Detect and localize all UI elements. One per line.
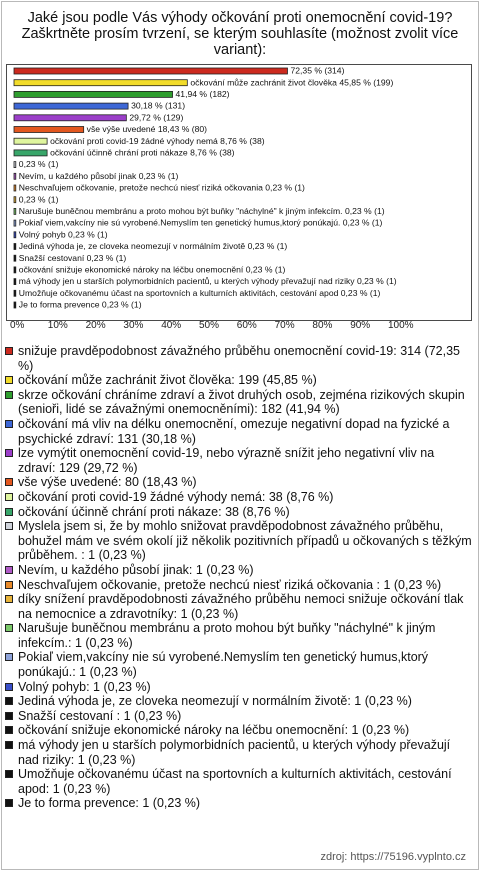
legend-item: [5, 621, 473, 650]
x-tick-label: 50%: [199, 320, 220, 331]
legend-label: očkování účinně chrání proti nákaze: 38 (8,76 %): [18, 504, 290, 519]
legend-swatch: [5, 478, 13, 486]
legend-label: díky snížení pravděpodobnosti závažného průběhu nemoci snižuje očkování tlak na nemocnice a zdravotníky: 1 (0,23 %): [18, 592, 464, 621]
bar: [14, 115, 126, 121]
x-tick-label: 100%: [388, 320, 414, 331]
legend-swatch: [5, 376, 13, 384]
legend-item: [5, 446, 473, 475]
legend-item: [5, 709, 473, 724]
legend-swatch: [5, 581, 13, 589]
legend-swatch: [5, 420, 13, 428]
legend-item: [5, 344, 473, 373]
bar-label: Umožňuje očkovanému účast na sportovních a kulturních aktivitách, cestování apod 0,23 % (1): [18, 287, 381, 298]
legend-item: [5, 578, 473, 593]
bar: [14, 185, 16, 191]
legend-swatch: [5, 391, 13, 399]
legend-item: [5, 490, 473, 505]
legend-label: skrze očkování chráníme zdraví a život druhých osob, zejména rizikových skupin (senioři, lidé se závažnými onemocněními): 182 (41,94 %): [18, 387, 465, 417]
legend-swatch: [5, 712, 13, 720]
x-tick-label: 90%: [350, 320, 371, 331]
x-tick-label: 70%: [274, 320, 295, 331]
legend-swatch: [5, 683, 13, 691]
bar: [14, 302, 16, 308]
legend-label: očkování proti covid-19 žádné výhody nemá: 38 (8,76 %): [18, 489, 334, 504]
bar: [14, 138, 47, 144]
bar-label: Je to forma prevence 0,23 % (1): [18, 299, 142, 310]
bar: [14, 91, 173, 97]
bar: [14, 103, 128, 109]
legend-swatch: [5, 741, 13, 749]
bar-label: Nevím, u každého působí jinak 0,23 % (1): [18, 170, 179, 181]
bar-label: 72,35 % (314): [290, 65, 345, 76]
legend-label: Umožňuje očkovanému účast na sportovních a kulturních aktivitách, cestování apod: 1 (0,23 %): [18, 767, 452, 796]
legend-label: Nevím, u každého působí jinak: 1 (0,23 %): [18, 562, 254, 577]
legend-swatch: [5, 624, 13, 632]
legend-item: [5, 417, 473, 446]
bar-label: vše výše uvedené 18,43 % (80): [86, 124, 208, 135]
legend-label: snižuje pravděpodobnost závažného průběhu onemocnění covid-19: 314 (72,35 %): [18, 344, 460, 373]
legend-label: Neschvaľujem očkovanie, pretože nechcú niesť riziká očkovania : 1 (0,23 %): [18, 577, 442, 592]
legend-label: Volný pohyb: 1 (0,23 %): [18, 679, 151, 694]
bar: [14, 197, 16, 203]
x-tick-label: 60%: [236, 320, 257, 331]
bar-label: 30,18 % (131): [131, 100, 186, 111]
x-tick-label: 40%: [161, 320, 182, 331]
legend-label: Snažší cestovaní : 1 (0,23 %): [18, 708, 182, 723]
bar: [14, 255, 16, 261]
legend-label: Myslela jsem si, že by mohlo snižovat pravděpodobnost závažného průběhu, bohužel mám ve svém okolí již několik pozitivních případů u očkovaných s těžkým průběhem. : 1 (0,23 %): [18, 519, 472, 563]
legend-swatch: [5, 522, 13, 530]
bar-label: Narušuje buněčnou membránu a proto mohou být buňky "náchylné" k jiným infekcím. 0,23 % (1): [18, 206, 385, 216]
legend-item: [5, 505, 473, 520]
legend-label: vše výše uvedené: 80 (18,43 %): [18, 475, 197, 490]
bar: [14, 232, 16, 238]
bar-label: 29,72 % (129): [129, 112, 184, 123]
legend-label: má výhody jen u starších polymorbidních pacientů, u kterých výhody převažují nad riziky: 1 (0,23 %): [18, 738, 451, 767]
legend-item: [5, 796, 473, 811]
bar-label: očkování snižuje ekonomické nároky na léčbu onemocnění 0,23 % (1): [18, 264, 286, 275]
bar: [14, 208, 16, 214]
bar-chart: [0, 0, 480, 340]
legend-label: Je to forma prevence: 1 (0,23 %): [18, 796, 201, 811]
legend-item: [5, 475, 473, 490]
legend-item: [5, 738, 473, 767]
legend-swatch: [5, 347, 13, 355]
bar-label: 41,94 % (182): [175, 89, 230, 99]
legend-item: [5, 563, 473, 578]
legend-label: očkování snižuje ekonomické nároky na léčbu onemocnění: 1 (0,23 %): [18, 723, 410, 738]
source-note: zdroj: https://75196.vyplnto.cz: [320, 851, 466, 863]
legend-swatch: [5, 697, 13, 705]
legend-item: [5, 723, 473, 738]
bar: [14, 68, 287, 74]
x-tick-label: 0%: [10, 320, 25, 331]
x-tick-label: 80%: [312, 320, 333, 331]
bar-label: Jediná výhoda je, ze cloveka neomezují v normálním životě 0,23 % (1): [18, 241, 288, 252]
legend-swatch: [5, 493, 13, 501]
legend-swatch: [5, 508, 13, 516]
legend-label: lze vymýtit onemocnění covid-19, nebo výrazně snížit jeho negativní vliv na zdraví: 129 (29,72 %): [18, 446, 435, 475]
bar: [14, 150, 47, 156]
bar: [14, 267, 16, 273]
bar-label: Volný pohyb 0,23 % (1): [18, 229, 108, 240]
legend-swatch: [5, 449, 13, 457]
legend-item: [5, 694, 473, 709]
legend: [5, 344, 473, 811]
x-tick-label: 10%: [47, 320, 68, 331]
legend-swatch: [5, 566, 13, 574]
bar-label: má výhody jen u starších polymorbidních pacientů, u kterých výhody převažují nad riziky 0,23 % (1): [18, 276, 397, 287]
title-line: Zaškrtněte prosím tvrzení, se kterým souhlasíte (možnost zvolit více: [21, 26, 459, 42]
x-tick-label: 30%: [123, 320, 144, 331]
legend-label: Narušuje buněčnou membránu a proto mohou být buňky "náchylné" k jiným infekcím.: 1 (0,23 %): [18, 621, 436, 650]
legend-label: Pokiaľ viem,vakcíny nie sú vyrobené.Nemyslím ten genetický humus,ktorý ponúkajú.: 1 (0,23 %): [18, 650, 429, 680]
legend-item: [5, 373, 473, 388]
bar-label: Snažší cestovaní 0,23 % (1): [18, 252, 127, 263]
bar-label: očkování může zachránit život člověka 45,85 % (199): [190, 77, 394, 88]
bar: [14, 220, 16, 226]
bar-label: 0,23 % (1): [18, 194, 59, 205]
bar: [14, 127, 84, 133]
bar: [14, 279, 16, 285]
legend-swatch: [5, 653, 13, 661]
bar: [14, 80, 187, 86]
bar: [14, 290, 16, 296]
title-line: variant):: [213, 42, 267, 58]
legend-item: [5, 680, 473, 695]
bar-label: očkování proti covid-19 žádné výhody nemá 8,76 % (38): [50, 135, 265, 146]
legend-item: [5, 650, 473, 679]
legend-swatch: [5, 595, 13, 603]
legend-label: očkování může zachránit život člověka: 199 (45,85 %): [18, 373, 317, 388]
bar: [14, 162, 16, 168]
legend-item: [5, 592, 473, 621]
legend-swatch: [5, 770, 13, 778]
legend-item: [5, 519, 473, 563]
legend-item: [5, 767, 473, 796]
bar: [14, 244, 16, 250]
bar-label: očkování účinně chrání proti nákaze 8,76 % (38): [50, 147, 235, 158]
bar-label: 0,23 % (1): [18, 159, 59, 170]
legend-swatch: [5, 726, 13, 734]
legend-swatch: [5, 799, 13, 807]
legend-label: očkování má vliv na délku onemocnění, omezuje negativní dopad na fyzické a psychické zdraví: 131 (30,18 %): [18, 416, 450, 446]
bar-label: Pokiaľ viem,vakcíny nie sú vyrobené.Nemyslím ten genetický humus,ktorý ponúkajú. 0,23 % (1): [18, 217, 383, 228]
bar: [14, 173, 16, 179]
title-line: Jaké jsou podle Vás výhody očkování proti onemocnění covid-19?: [27, 10, 453, 26]
x-tick-label: 20%: [85, 320, 106, 331]
legend-label: Jediná výhoda je, ze cloveka neomezují v normálním životě: 1 (0,23 %): [18, 694, 412, 709]
legend-item: [5, 388, 473, 417]
bar-label: Neschvaľujem očkovanie, pretože nechcú niesť riziká očkovania 0,23 % (1): [18, 182, 305, 193]
